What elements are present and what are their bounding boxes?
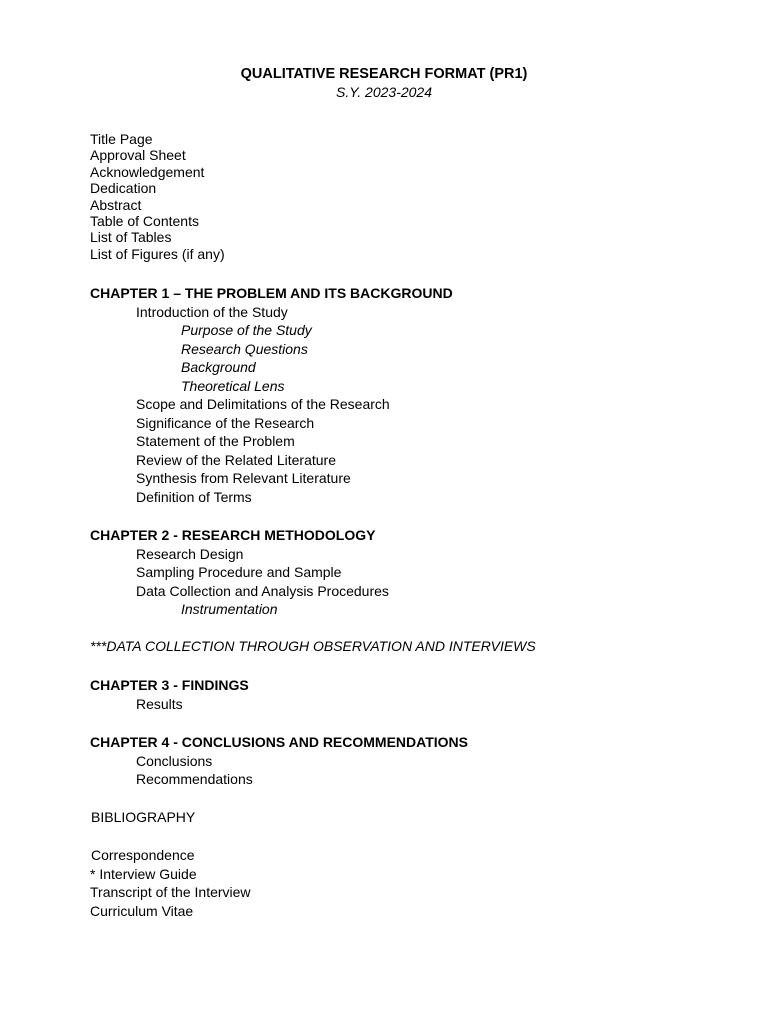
list-item: Abstract bbox=[90, 196, 142, 213]
list-item: Introduction of the Study bbox=[136, 303, 288, 320]
list-item: Acknowledgement bbox=[90, 163, 205, 180]
list-item: Sampling Procedure and Sample bbox=[136, 564, 342, 580]
sub-item: Instrumentation bbox=[181, 601, 278, 617]
list-item: List of Tables bbox=[90, 229, 172, 246]
chapter-4-heading: CHAPTER 4 - CONCLUSIONS AND RECOMMENDATIONS bbox=[90, 734, 469, 750]
document-title: QUALITATIVE RESEARCH FORMAT (PR1) bbox=[240, 66, 528, 82]
chapter-2-heading: CHAPTER 2 - RESEARCH METHODOLOGY bbox=[90, 527, 376, 543]
appendices-list bbox=[90, 846, 251, 920]
chapter-1-section bbox=[90, 284, 453, 506]
list-item: Data Collection and Analysis Procedures bbox=[136, 582, 389, 599]
list-item: Transcript of the Interview bbox=[90, 884, 251, 900]
note-text: ***DATA COLLECTION THROUGH OBSERVATION AND INTERVIEWS bbox=[90, 638, 536, 654]
list-item: Definition of Terms bbox=[136, 488, 252, 505]
list-item: Review of the Related Literature bbox=[136, 451, 336, 468]
chapter-4-section bbox=[90, 733, 468, 789]
list-item: Conclusions bbox=[136, 752, 213, 769]
list-item: List of Figures (if any) bbox=[90, 245, 225, 262]
list-item: Title Page bbox=[90, 131, 153, 147]
list-item: Approval Sheet bbox=[90, 147, 186, 164]
list-item: Significance of the Research bbox=[136, 414, 315, 431]
list-item: Scope and Delimitations of the Research bbox=[136, 396, 390, 412]
list-item: Table of Contents bbox=[90, 212, 199, 229]
list-item: Curriculum Vitae bbox=[90, 902, 194, 919]
front-matter-list bbox=[90, 131, 225, 262]
list-item: Dedication bbox=[90, 180, 157, 197]
list-item: Correspondence bbox=[91, 847, 195, 863]
chapter-1-heading: CHAPTER 1 – THE PROBLEM AND ITS BACKGROUND bbox=[90, 285, 453, 301]
list-item: Recommendations bbox=[136, 771, 253, 787]
sub-item: Research Questions bbox=[181, 340, 308, 357]
chapter-3-section bbox=[90, 676, 249, 713]
school-year: S.Y. 2023-2024 bbox=[335, 84, 432, 100]
sub-item: Theoretical Lens bbox=[181, 377, 285, 394]
list-item: Statement of the Problem bbox=[136, 433, 295, 449]
list-item: Results bbox=[136, 695, 183, 712]
chapter-3-heading: CHAPTER 3 - FINDINGS bbox=[90, 677, 249, 693]
data-collection-note bbox=[90, 637, 536, 656]
bibliography-section bbox=[91, 808, 195, 827]
sub-item: Background bbox=[181, 359, 256, 375]
list-item: * Interview Guide bbox=[90, 865, 197, 882]
bibliography-heading: BIBLIOGRAPHY bbox=[91, 809, 196, 825]
chapter-2-section bbox=[90, 526, 389, 619]
list-item: Synthesis from Relevant Literature bbox=[136, 470, 351, 486]
list-item: Research Design bbox=[136, 545, 244, 562]
sub-item: Purpose of the Study bbox=[181, 322, 312, 338]
